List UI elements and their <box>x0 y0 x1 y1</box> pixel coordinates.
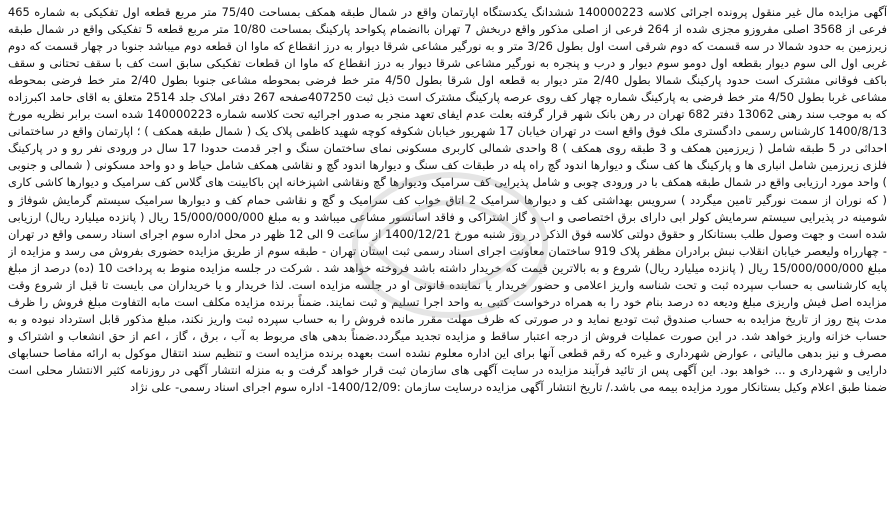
auction-notice-text: آگهی مزایده مال غیر منقول پرونده اجرائی کلاسه 140000223 ششدانگ یکدستگاه اپارتمان واقع در شمال طبقه همکف بمساحت 75/40 متر مربع قطعه اول تفکیکی به شماره 465 فرعی از 3568 اصلی مفروزو مجزی شده از 264 فرعی از اصلی مذکور واقع دربخش 7 تهران باانضمام پکواحد پارکینگ بمساحت 10/80 متر مربع قطعه 5 تفکیکی واقع در شمال طبقه زیرزمین به حدود شمالا در سه قسمت که دوم شرقی است اول بطول 3/26 متر و به نورگیر مشاعی شرقا دیوار به درز انقطاع که ماوا ان قطعه دوم میباشد جنوبا در چهار قسمت که دوم غربی اول الی سوم دیوار بقطعه اول دومو سوم دیوار و درب و پنجره به نورگیر مشاعی شرقا دیوار به درز انقطاع که ماوا ان قطعات تفکیکی سابق است کف با سقف تحتانی و سقف باکف فوقانی مشترک است حدود پارکینگ شمالا بطول 2/40 متر دیوار به قطعه اول شرقا بطول 4/50 متر خط فرضی بمحوطه مشاعی جنوبا بطول 2/40 متر خط فرضی بمحوطه مشاعی غربا بطول 4/50 متر خط فرضی به پارکینگ شماره چهار کف روی عرصه پارکینگ مشترک است ذیل ثبت 407250صفحه 267 دفتر املاک جلد 2514 متعلق به اقای حامد اکبرزاده که به موجب سند رهنی 13062 دفتر 682 تهران در رهن بانک شهر قرار گرفته بعلت عدم ایفای تعهد منجر به صدور اجرائیه تحت کلاسه شماره 140000223 شده است برابر نظریه مورخ 1400/8/13 کارشناس رسمی دادگستری ملک فوق واقع است در تهران خیابان 17 شهریور خیابان شکوفه کوچه شهید کاظمی پلاک یک ( شمال طبقه همکف ) ؛ اپارتمان واقع در ساختمانی احداثی در 5 طبقه شامل ( زیرزمین همکف و 3 طبقه روی همکف ) 8 واحدی شمالی کاربری مسکونی نمای ساختمان سنگ و اجر قدمت حدودا 17 سال در ورودی نفر رو و در پارکینگ فلزی زیرزمین شامل انباری ها و پارکینگ ها کف سنگ و دیوارها اندود گچ راه پله در طبقات کف سنگ و دیوارها اندود گچ و نقاشی همکف شامل حیاط و دو واحد مسکونی ( شمالی و جنوبی ) واحد مورد ارزیابی واقع در شمال طبقه همکف با در ورودی چوبی و شامل پذیرایی کف سرامیک ودیوارها گچ ونقاشی اشپزخانه اپن باکابینت های گلاس کف سرامیک و دیوارها کاشی کاری ( که نوران از سمت نورگیر تامین میگردد ) سرویس بهداشتی کف و دیوارها سرامیک 2 اتاق خواب کف سرامیک و گچ و نقاشی حمام کف و دیوارها سرامیک سیستم گرمایش شوفاژ و شومینه در پذیرایی سیستم سرمایش کولر ابی دارای برق اختصاصی و اب و گاز اشتراکی و فاقد اسانسور مشاعی میباشد و به مبلغ 15/000/000/000 ریال ( پانزده میلیارد ریال) ارزیابی شده است و جهت وصول طلب بستانکار و حقوق دولتی کلاسه فوق الذکر در روز شنبه مورخ 1400/12/21 از ساعت 9 الی 12 ظهر در محل اداره سوم اجرای اسناد رسمی واقع در تهران - چهارراه ولیعصر خیابان انقلاب نبش برادران مظفر پلاک 919 ساختمان معاونت اجرای اسناد رسمی ثبت استان تهران - طبقه سوم از طریق مزایده حضوری بفروش می رسد و مزایده از مبلغ 15/000/000/000 ریال ( پانزده میلیارد ریال) شروع و به بالاترین قیمت که خریدار داشته باشد فروخته خواهد شد . شرکت در جلسه مزایده منوط به پرداخت 10 (ده) درصد از مبلغ پایه کارشناسی به حساب سپرده ثبت و تحت شناسه واریز اعلامی و حضور خریدار یا نماینده قانونی او در جلسه مزایده است. لذا خریدار و یا خریداران می بایست تا قبل از شروع وقت مزایده اصل فیش واریزی مبلغ ودیعه ده درصد بنام خود را به همراه درخواست کتبی به واحد اجرا تسلیم و ثبت نمایند. ضمناً برنده مزایده مکلف است مابه التفاوت مبلغ فروش را ظرف مدت پنج روز از تاریخ مزایده به حساب صندوق ثبت تودیع نماید و در صورتی که ظرف مهلت مقرر مانده فروش را به حساب سپرده ثبت واریز نکند، مبلغ مذکور قابل استرداد نبوده و به حساب خزانه واریز خواهد شد. در این صورت عملیات فروش از درجه اعتبار ساقط و مزایده تجدید میگردد.ضمناً بدهی های مربوط به آب ، برق ، گاز ، اعم از حق انشعاب و اشتراک و مصرف و نیز بدهی مالیاتی ، عوارض شهرداری و غیره که رقم قطعی آنها برای این اداره معلوم نشده است بعهده برنده مزایده است و تنظیم سند انتقال موکول به ارائه مفاصا حسابهای دارایی و شهرداری و ... خواهد بود. این آگهی پس از تائید فرآیند مزایده در سایت آگهی های سازمان ثبت قرار خواهد گرفت و به منزله انتشار آگهی در روزنامه کثیر الانتشار محلی است ضمنا طبق اعلام وکیل بستانکار مورد مزایده بیمه می باشد./ تاریخ انتشار آگهی مزایده درسایت سازمان :1400/12/09- اداره سوم اجرای اسناد رسمی- علی نژاد <box>8 5 887 395</box>
